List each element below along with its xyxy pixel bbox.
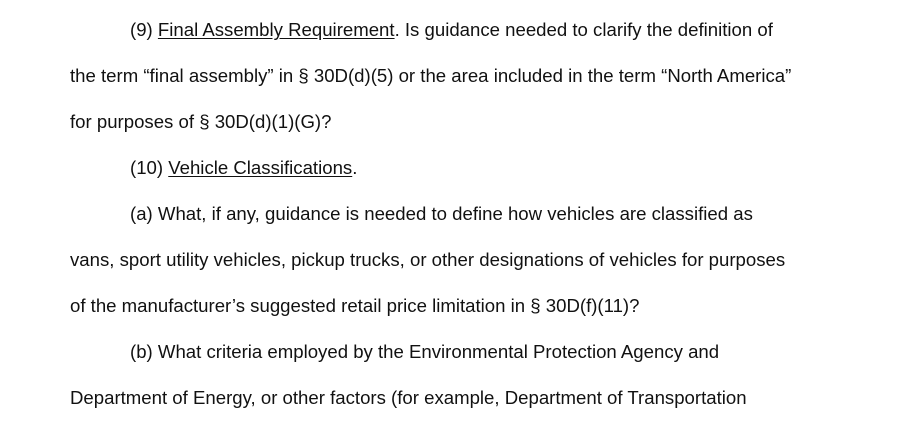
subitem-a-line-2: vans, sport utility vehicles, pickup trucks, or other designations of vehicles for purposes: [70, 249, 786, 270]
subitem-b-line-2: Department of Energy, or other factors (for example, Department of Transportation: [70, 387, 747, 408]
subitem-a-line-1: (a) What, if any, guidance is needed to define how vehicles are classified as: [130, 203, 753, 224]
item-9-heading-suffix: . Is guidance needed to clarify the definition of: [394, 19, 773, 40]
item-10-heading: Vehicle Classifications: [168, 157, 353, 178]
item-10-heading-line: [130, 157, 357, 179]
item-10-heading-suffix: .: [352, 157, 358, 178]
subitem-a-line-3: of the manufacturer’s suggested retail price limitation in § 30D(f)(11)?: [70, 295, 640, 316]
item-9-line-2: the term “final assembly” in § 30D(d)(5) or the area included in the term “North America”: [70, 65, 792, 86]
item-9-first-line: [130, 19, 773, 41]
item-9-heading: Final Assembly Requirement: [157, 19, 395, 40]
item-9-line-3: for purposes of § 30D(d)(1)(G)?: [70, 111, 332, 132]
subitem-b-line-1: (b) What criteria employed by the Environmental Protection Agency and: [130, 341, 720, 362]
item-10-number: (10): [130, 157, 164, 178]
item-9-number: (9): [130, 19, 153, 40]
